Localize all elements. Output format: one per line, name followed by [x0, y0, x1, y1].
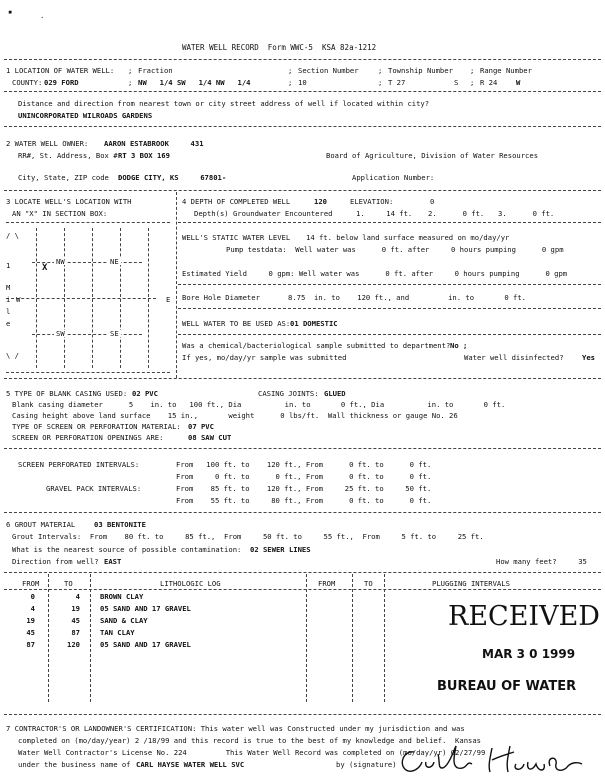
- locate-label-2: AN "X" IN SECTION BOX:: [12, 209, 108, 218]
- openings-label: SCREEN OR PERFORATION OPENINGS ARE:: [12, 433, 164, 442]
- casing-type-label: 5 TYPE OF BLANK CASING USED:: [6, 389, 128, 398]
- water-use-value: 01 DOMESTIC: [290, 319, 338, 328]
- signature: [396, 742, 586, 776]
- gravel-pack-label: GRAVEL PACK INTERVALS:: [46, 484, 142, 493]
- screen-type-value: 07 PVC: [188, 422, 214, 431]
- certification-line-1: 7 CONTRACTOR'S OR LANDOWNER'S CERTIFICATION: This water well was Constructed under my jurisdiction and was: [6, 724, 465, 733]
- grid-line: [32, 334, 142, 335]
- m-label: M: [6, 283, 11, 292]
- log-from-cell: 4: [30, 604, 35, 613]
- certification-line-2: completed on (mo/day/year) 2 /18/99 and this record is true to the best of my knowledge and belief. Kansas: [18, 736, 482, 745]
- column-divider: [90, 574, 91, 702]
- grid-line: [6, 222, 170, 223]
- business-name-value: CARL HAYSE WATER WELL SVC: [136, 760, 245, 769]
- w-label: W: [16, 295, 21, 304]
- gravel-pack-interval-2: From 55 ft. to 80 ft., From 0 ft. to 0 ft.: [176, 496, 432, 505]
- section-label: Section Number: [298, 66, 359, 75]
- application-label: Application Number:: [352, 173, 435, 182]
- log-to-cell: 120: [67, 640, 80, 649]
- divider: [4, 714, 601, 715]
- corner-mark: \ /: [6, 351, 19, 360]
- divider: [4, 59, 601, 60]
- grid-line: [148, 228, 149, 368]
- board-text: Board of Agriculture, Division of Water Resources: [326, 151, 539, 160]
- sample-date-label: If yes, mo/day/yr sample was submitted: [182, 353, 347, 362]
- perforated-interval-1: From 100 ft. to 120 ft., From 0 ft. to 0 ft.: [176, 460, 432, 469]
- perforated-intervals-label: SCREEN PERFORATED INTERVALS:: [18, 460, 140, 469]
- scan-speck: ·: [40, 13, 45, 22]
- log-to-cell: 19: [71, 604, 80, 613]
- range-value: R 24: [480, 78, 498, 87]
- contamination-value: 02 SEWER LINES: [250, 545, 311, 554]
- elevation-label: ELEVATION:: [350, 197, 394, 206]
- direction-value: EAST: [104, 557, 122, 566]
- lithologic-log-header: LITHOLOGIC LOG: [160, 579, 221, 588]
- grid-line: [32, 262, 142, 263]
- bore-hole-label: Bore Hole Diameter: [182, 293, 260, 302]
- l-label: l: [6, 307, 11, 316]
- divider: [4, 572, 601, 573]
- log-from-cell: 0: [30, 592, 35, 601]
- fraction-label: Fraction: [138, 66, 173, 75]
- casing-type-value: 02 PVC: [132, 389, 158, 398]
- divider: [4, 126, 601, 127]
- casing-joints-label: CASING JOINTS:: [258, 389, 319, 398]
- township-label: Township Number: [388, 66, 453, 75]
- divider: [4, 512, 601, 513]
- grid-line: [120, 228, 121, 368]
- pump-test-line: Pump testdata: Well water was 0 ft. after 0 hours pumping 0 gpm: [226, 245, 564, 254]
- column-divider: [176, 192, 177, 378]
- certification-line-3: Water Well Contractor's License No. 224 This Water Well Record was completed on (mo/day/yr) 02/27/99: [18, 748, 486, 757]
- gravel-pack-interval-1: From 85 ft. to 120 ft., From 25 ft. to 50 ft.: [176, 484, 432, 493]
- e-direction-label: E: [166, 295, 171, 304]
- received-date-stamp: MAR 3 0 1999: [482, 647, 576, 661]
- section-value: 10: [298, 78, 307, 87]
- disinfected-value: Yes: [582, 353, 595, 362]
- log-to-cell: 87: [71, 628, 80, 637]
- depth-value: 120: [314, 197, 327, 206]
- elevation-value: 0: [430, 197, 435, 206]
- form-title: WATER WELL RECORD Form WWC-5 KSA 82a-1212: [182, 43, 377, 52]
- divider: [178, 308, 601, 309]
- bracket: ;: [470, 78, 475, 87]
- static-level-label: WELL'S STATIC WATER LEVEL: [182, 233, 291, 242]
- casing-diameter-line: Blank casing diameter 5 in. to 100 ft., Dia in. to 0 ft., Dia in. to 0 ft.: [12, 400, 506, 409]
- fraction-value: NW 1/4 SW 1/4 NW 1/4: [138, 78, 251, 87]
- county-label: COUNTY:: [12, 78, 43, 87]
- water-use-label: WELL WATER TO BE USED AS:: [182, 319, 291, 328]
- owner-value: AARON ESTABROOK 431: [104, 139, 204, 148]
- groundwater-depth-1: 1. 14 ft.: [356, 209, 413, 218]
- casing-joints-value: GLUED: [324, 389, 346, 398]
- distance-label: Distance and direction from nearest town or city street address of well if located within city?: [18, 99, 430, 108]
- grout-intervals-line: Grout Intervals: From 80 ft. to 85 ft., From 50 ft. to 55 ft., From 5 ft. to 25 ft.: [12, 532, 484, 541]
- static-level-value: 14 ft. below land surface measured on mo/day/yr: [306, 233, 510, 242]
- bracket: ;: [470, 66, 475, 75]
- disinfected-label: Water well disinfected?: [464, 353, 564, 362]
- plug-from-header: FROM: [318, 579, 336, 588]
- grid-line: [64, 228, 65, 368]
- divider: [4, 378, 601, 379]
- bracket: ;: [378, 66, 383, 75]
- bracket: ;: [288, 66, 293, 75]
- log-from-cell: 45: [26, 628, 35, 637]
- city-value: DODGE CITY, KS 67801-: [118, 173, 227, 182]
- openings-value: 08 SAW CUT: [188, 433, 232, 442]
- column-divider: [384, 574, 385, 702]
- groundwater-depth-3: 3. 0 ft.: [498, 209, 555, 218]
- divider: [178, 334, 601, 335]
- screen-type-label: TYPE OF SCREEN OR PERFORATION MATERIAL:: [12, 422, 181, 431]
- county-value: 029 FORD: [44, 78, 79, 87]
- bracket: ;: [378, 78, 383, 87]
- quadrant-se-label: SE: [110, 329, 119, 338]
- quadrant-ne-label: NE: [110, 257, 119, 266]
- divider: [4, 589, 601, 590]
- grout-material-label: 6 GROUT MATERIAL: [6, 520, 76, 529]
- log-description-cell: SAND & CLAY: [100, 616, 148, 625]
- log-description-cell: BROWN CLAY: [100, 592, 144, 601]
- groundwater-label: Depth(s) Groundwater Encountered: [194, 209, 333, 218]
- distance-value: UNINCORPORATED WILROADS GARDENS: [18, 111, 153, 120]
- mile-label: 1: [6, 261, 11, 270]
- section-box: [6, 222, 174, 374]
- e-label: e: [6, 319, 11, 328]
- log-description-cell: 05 SAND AND 17 GRAVEL: [100, 640, 191, 649]
- grid-line: [92, 228, 93, 368]
- perforated-interval-2: From 0 ft. to 0 ft., From 0 ft. to 0 ft.: [176, 472, 432, 481]
- quadrant-nw-label: NW: [56, 257, 65, 266]
- direction-label: Direction from well?: [12, 557, 99, 566]
- divider: [178, 222, 601, 223]
- grout-material-value: 03 BENTONITE: [94, 520, 146, 529]
- column-divider: [306, 574, 307, 702]
- log-description-cell: TAN CLAY: [100, 628, 135, 637]
- township-value: T 27: [388, 78, 406, 87]
- divider: [178, 284, 601, 285]
- owner-label: 2 WATER WELL OWNER:: [6, 139, 89, 148]
- plug-to-header: TO: [364, 579, 373, 588]
- estimated-yield-line: Estimated Yield 0 gpm: Well water was 0 ft. after 0 hours pumping 0 gpm: [182, 269, 568, 278]
- grid-line: [6, 372, 170, 373]
- signature-label: by (signature): [336, 760, 397, 769]
- i-label: i: [6, 295, 11, 304]
- received-stamp: RECEIVED: [448, 601, 600, 632]
- locate-label: 3 LOCATE WELL'S LOCATION WITH: [6, 197, 132, 206]
- bore-hole-value: 8.75 in. to 120 ft., and in. to 0 ft.: [288, 293, 526, 302]
- casing-height-line: Casing height above land surface 15 in., weight 0 lbs/ft. Wall thickness or gauge No. 26: [12, 411, 458, 420]
- column-divider: [48, 574, 49, 702]
- grid-line: [36, 228, 37, 368]
- address-value: RT 3 BOX 169: [118, 151, 170, 160]
- location-label: 1 LOCATION OF WATER WELL:: [6, 66, 115, 75]
- column-divider: [352, 574, 353, 702]
- log-description-cell: 05 SAND AND 17 GRAVEL: [100, 604, 191, 613]
- bracket: ;: [128, 78, 133, 87]
- corner-mark: / \: [6, 231, 19, 240]
- chemical-sample-value: No ;: [450, 341, 468, 350]
- business-name-label: under the business name of: [18, 760, 131, 769]
- log-from-cell: 19: [26, 616, 35, 625]
- log-from-cell: 87: [26, 640, 35, 649]
- groundwater-depth-2: 2. 0 ft.: [428, 209, 485, 218]
- contamination-label: What is the nearest source of possible contamination:: [12, 545, 242, 554]
- log-to-cell: 45: [71, 616, 80, 625]
- bracket: ;: [128, 66, 133, 75]
- scan-speck: ▪: [8, 7, 13, 16]
- plugging-intervals-header: PLUGGING INTERVALS: [432, 579, 510, 588]
- township-direction: S: [454, 78, 459, 87]
- quadrant-sw-label: SW: [56, 329, 65, 338]
- range-direction: W: [516, 78, 521, 87]
- chemical-sample-label: Was a chemical/bacteriological sample submitted to department?: [182, 341, 451, 350]
- depth-label: 4 DEPTH OF COMPLETED WELL: [182, 197, 291, 206]
- divider: [4, 448, 601, 449]
- log-from-header: FROM: [22, 579, 40, 588]
- city-label: City, State, ZIP code :: [18, 173, 122, 182]
- divider: [4, 91, 601, 92]
- how-many-feet: How many feet? 35: [496, 557, 587, 566]
- divider: [4, 190, 601, 191]
- address-label: RR#, St. Address, Box # :: [18, 151, 127, 160]
- grid-line: [6, 298, 156, 299]
- well-location-x: X: [42, 263, 48, 273]
- bureau-stamp: BUREAU OF WATER: [437, 679, 577, 694]
- bracket: ;: [288, 78, 293, 87]
- log-to-header: TO: [64, 579, 73, 588]
- log-to-cell: 4: [75, 592, 80, 601]
- range-label: Range Number: [480, 66, 532, 75]
